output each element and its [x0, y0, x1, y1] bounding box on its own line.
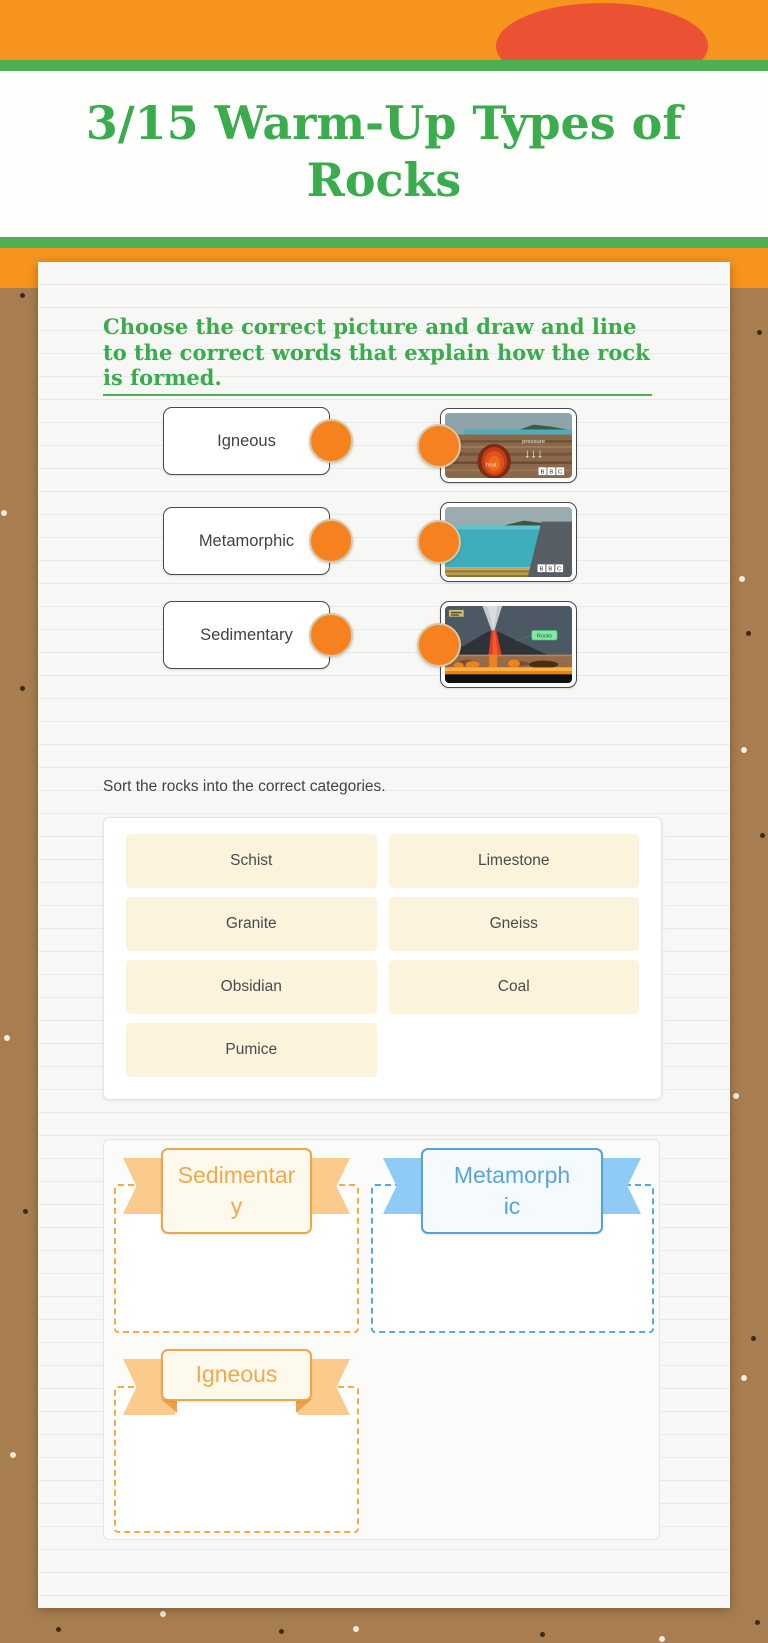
term-box-igneous [163, 407, 330, 475]
sea-sediment-image [445, 507, 572, 577]
instruction-underline [103, 394, 652, 396]
sorting-item-bank [103, 817, 662, 1100]
header-ellipse-decoration [496, 3, 708, 60]
magma-chamber-blob [529, 661, 559, 669]
term-label: Igneous [217, 431, 276, 450]
cork-dot [739, 576, 745, 582]
cork-dot [741, 1375, 747, 1381]
green-stripe-top [0, 60, 768, 71]
cork-dot [20, 686, 25, 691]
pressure-label: pressure [522, 439, 546, 446]
bbc-logo [538, 564, 564, 572]
match-image-heat-pressure [440, 408, 577, 483]
magma-column [489, 655, 497, 668]
cork-dot [56, 1627, 61, 1632]
page-title: 3/15 Warm-Up Types of Rocks [85, 96, 683, 208]
cork-dot [751, 1336, 756, 1341]
cork-dot [760, 833, 765, 838]
title-band [0, 71, 768, 237]
sort-tile-gneiss[interactable]: Gneiss [389, 897, 640, 951]
banner-label-metamorphic: Metamorph ic [421, 1148, 603, 1234]
cork-dot [741, 747, 747, 753]
svg-text:B: B [540, 469, 545, 476]
green-stripe-bottom [0, 237, 768, 248]
cork-dot [160, 1611, 166, 1617]
cork-dot [279, 1629, 284, 1634]
cork-dot [755, 1620, 760, 1625]
sort-tile-granite[interactable]: Granite [126, 897, 377, 951]
sort-tile-schist[interactable]: Schist [126, 834, 377, 888]
term-label: Metamorphic [198, 531, 295, 550]
bbc-logo [539, 467, 565, 475]
category-board [103, 1139, 660, 1540]
connector-dot-term-sedimentary[interactable] [309, 613, 353, 657]
match-image-sea-sediment [440, 502, 577, 582]
connector-dot-image-1[interactable] [417, 424, 461, 468]
volcano-eruption-image [445, 606, 572, 683]
cork-dot [733, 1093, 739, 1099]
banner-label-sedimentary: Sedimentar y [161, 1148, 312, 1234]
cork-dot [757, 330, 762, 335]
cork-dot [23, 1209, 28, 1214]
svg-text:B: B [548, 566, 553, 573]
cork-dot [1, 510, 7, 516]
heat-pressure-diagram-image [445, 413, 572, 478]
matching-instruction: Choose the correct picture and draw and line to the correct words that explain how the rock is formed. [103, 314, 650, 391]
connector-dot-term-metamorphic[interactable] [309, 519, 353, 563]
banner-label-igneous: Igneous [161, 1349, 312, 1401]
term-label: Sedimentary [200, 625, 293, 644]
sorting-instruction: Sort the rocks into the correct categories. [103, 778, 386, 795]
connector-dot-image-2[interactable] [417, 520, 461, 564]
cork-dot [659, 1636, 665, 1642]
cork-dot [746, 631, 751, 636]
pressure-arrows-icon: ↓↓↓ [524, 446, 544, 461]
sort-tile-pumice[interactable]: Pumice [126, 1023, 377, 1077]
connector-dot-image-3[interactable] [417, 623, 461, 667]
svg-text:C: C [557, 566, 562, 573]
worksheet-paper [38, 262, 730, 1608]
cork-dot [10, 1452, 16, 1458]
cork-dot [20, 293, 25, 298]
connector-dot-term-igneous[interactable] [309, 419, 353, 463]
cork-dot [353, 1626, 359, 1632]
cork-dot [4, 1035, 10, 1041]
svg-text:C: C [558, 469, 563, 476]
heat-label: heat [486, 462, 497, 469]
svg-text:B: B [549, 469, 554, 476]
header-orange-band [0, 0, 768, 60]
svg-text:B: B [539, 566, 544, 573]
rocks-callout-label: Rocks [536, 633, 552, 640]
term-box-sedimentary [163, 601, 330, 669]
sort-tile-obsidian[interactable]: Obsidian [126, 960, 377, 1014]
match-image-volcano [440, 601, 577, 688]
magma-blob [477, 444, 510, 478]
sort-tile-coal[interactable]: Coal [389, 960, 640, 1014]
term-box-metamorphic [163, 507, 330, 575]
cork-dot [540, 1632, 545, 1637]
sort-tile-limestone[interactable]: Limestone [389, 834, 640, 888]
